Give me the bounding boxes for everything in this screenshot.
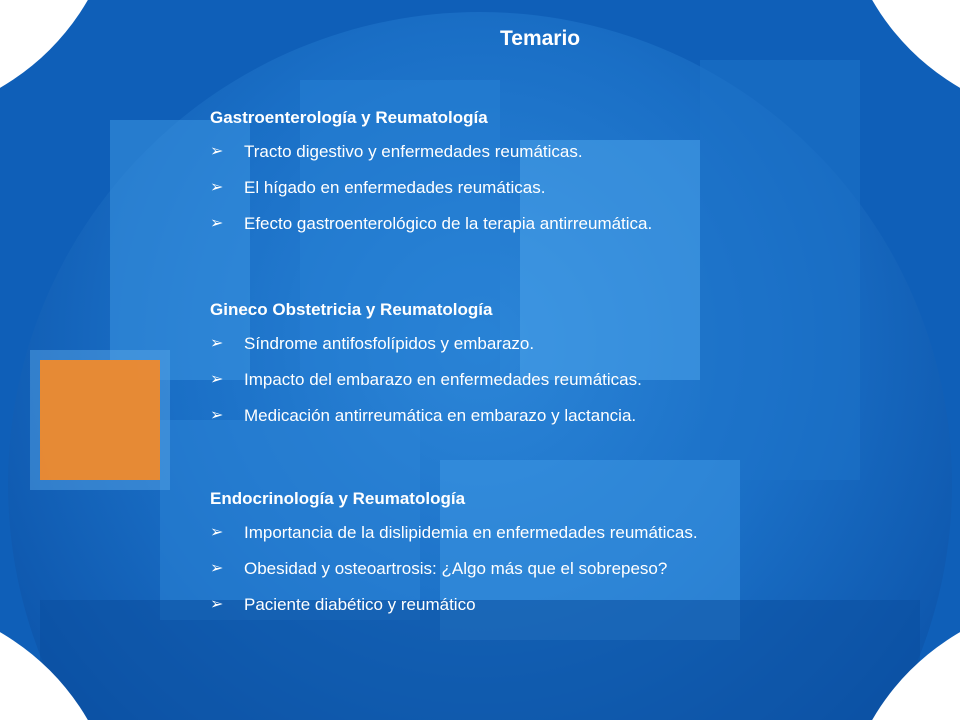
list-item-text: Tracto digestivo y enfermedades reumáticas. xyxy=(244,142,583,161)
orange-square xyxy=(40,360,160,480)
list-item-text: Obesidad y osteoartrosis: ¿Algo más que el sobrepeso? xyxy=(244,559,668,578)
list-item xyxy=(210,332,642,355)
arrow-bullet-icon: ➢ xyxy=(210,179,224,196)
arrow-bullet-icon: ➢ xyxy=(210,596,224,613)
arrow-bullet-icon: ➢ xyxy=(210,560,224,577)
list-item-text: Paciente diabético y reumático xyxy=(244,595,476,614)
arrow-bullet-icon: ➢ xyxy=(210,215,224,232)
section-heading: Gastroenterología y Reumatología xyxy=(210,108,488,127)
list-item xyxy=(210,140,652,163)
list-item xyxy=(210,176,652,199)
list-item-text: El hígado en enfermedades reumáticas. xyxy=(244,178,546,197)
list-item-text: Importancia de la dislipidemia en enfermedades reumáticas. xyxy=(244,523,698,542)
list-item xyxy=(210,404,642,427)
list-item xyxy=(210,212,652,235)
list-item-text: Impacto del embarazo en enfermedades reumáticas. xyxy=(244,370,642,389)
corner-mask xyxy=(0,0,120,120)
arrow-bullet-icon: ➢ xyxy=(210,371,224,388)
section-gastroenterologia xyxy=(210,108,652,248)
background-block xyxy=(700,60,860,480)
list-item-text: Efecto gastroenterológico de la terapia antirreumática. xyxy=(244,214,653,233)
arrow-bullet-icon: ➢ xyxy=(210,407,224,424)
list-item-text: Medicación antirreumática en embarazo y lactancia. xyxy=(244,406,637,425)
section-gineco-obstetricia xyxy=(210,300,642,440)
list-item xyxy=(210,557,698,580)
list-item-text: Síndrome antifosfolípidos y embarazo. xyxy=(244,334,535,353)
slide-title: Temario xyxy=(500,27,581,50)
section-heading: Gineco Obstetricia y Reumatología xyxy=(210,300,493,319)
section-heading: Endocrinología y Reumatología xyxy=(210,489,466,508)
arrow-bullet-icon: ➢ xyxy=(210,335,224,352)
arrow-bullet-icon: ➢ xyxy=(210,524,224,541)
arrow-bullet-icon: ➢ xyxy=(210,143,224,160)
section-endocrinologia xyxy=(210,489,698,629)
list-item xyxy=(210,521,698,544)
list-item xyxy=(210,593,698,616)
list-item xyxy=(210,368,642,391)
